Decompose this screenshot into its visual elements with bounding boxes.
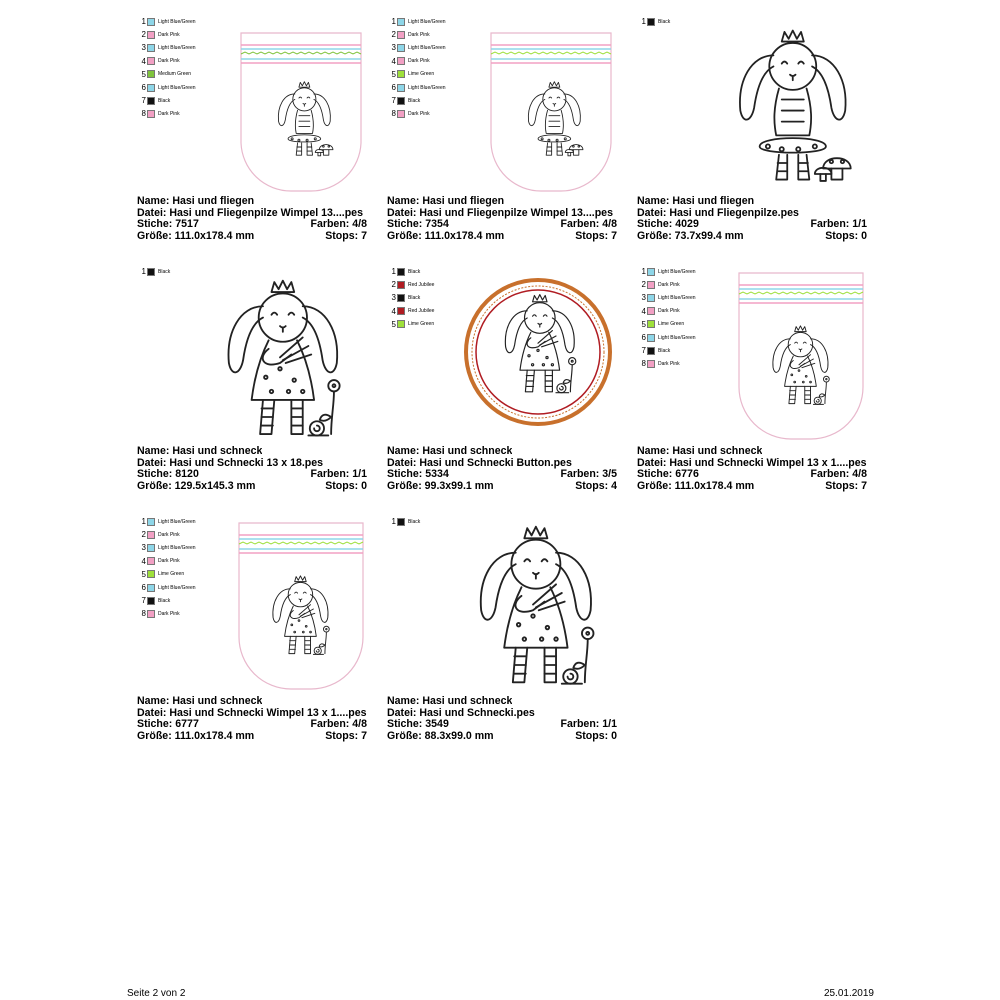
legend-color-name: Black — [158, 97, 171, 104]
color-swatch — [397, 307, 405, 315]
design-file — [387, 708, 617, 720]
legend-row — [137, 41, 217, 54]
stitches-colors — [137, 219, 367, 231]
legend-number: 1 — [641, 267, 646, 277]
legend-number: 7 — [141, 596, 146, 606]
design-name-text: Name: Hasi und fliegen — [387, 196, 505, 207]
legend-row — [137, 107, 217, 120]
legend-row — [137, 541, 217, 554]
design-card — [637, 265, 867, 495]
page-number: Seite 2 von 2 — [127, 988, 186, 999]
stitches-colors-right: Farben: 4/8 — [310, 719, 367, 731]
color-swatch — [647, 320, 655, 328]
stitches-colors — [137, 469, 367, 481]
stitches-colors-right: Farben: 1/1 — [810, 219, 867, 231]
size-stops-left: Größe: 111.0x178.4 mm — [137, 231, 255, 243]
legend-row — [637, 331, 717, 344]
legend-row — [137, 15, 217, 28]
stitches-colors-left: Stiche: 6776 — [637, 469, 699, 481]
legend-row — [387, 278, 467, 291]
legend-number: 7 — [391, 96, 396, 106]
size-stops-left: Größe: 111.0x178.4 mm — [387, 231, 505, 243]
size-stops — [637, 231, 867, 243]
legend-row — [387, 28, 467, 41]
legend-color-name: Lime Green — [408, 71, 435, 78]
legend-number: 3 — [391, 43, 396, 53]
design-card — [387, 265, 617, 495]
design-card — [637, 15, 867, 245]
legend-number: 1 — [641, 17, 646, 27]
size-stops — [387, 731, 617, 743]
stitches-colors-left: Stiche: 5334 — [387, 469, 449, 481]
legend-row — [387, 515, 467, 528]
size-stops — [637, 481, 867, 493]
color-legend — [137, 15, 217, 121]
legend-row — [387, 291, 467, 304]
legend-color-name: Light Blue/Green — [408, 84, 446, 91]
legend-color-name: Light Blue/Green — [408, 44, 446, 51]
color-swatch — [397, 84, 405, 92]
legend-color-name: Light Blue/Green — [158, 44, 196, 51]
stitches-colors-left: Stiche: 3549 — [387, 719, 449, 731]
size-stops — [137, 731, 367, 743]
design-card — [137, 265, 367, 495]
stitches-colors-left: Stiche: 6777 — [137, 719, 199, 731]
legend-color-name: Black — [658, 18, 671, 25]
design-info — [137, 196, 367, 243]
legend-row — [137, 594, 217, 607]
color-swatch — [147, 570, 155, 578]
design-name-text: Name: Hasi und schneck — [137, 446, 263, 457]
legend-row — [137, 28, 217, 41]
legend-number: 2 — [141, 30, 146, 40]
color-swatch — [147, 557, 155, 565]
legend-color-name: Red Jubilee — [408, 308, 435, 315]
legend-color-name: Dark Pink — [158, 531, 180, 538]
legend-number: 3 — [391, 293, 396, 303]
color-swatch — [397, 518, 405, 526]
legend-row — [637, 265, 717, 278]
legend-row — [387, 15, 467, 28]
legend-row — [387, 94, 467, 107]
design-file — [637, 458, 867, 470]
legend-color-name: Dark Pink — [158, 110, 180, 117]
color-swatch — [647, 294, 655, 302]
design-file-text: Datei: Hasi und Schnecki Wimpel 13 x 1....pes — [637, 457, 867, 469]
design-card — [387, 15, 617, 245]
legend-number: 6 — [141, 83, 146, 93]
size-stops-left: Größe: 111.0x178.4 mm — [637, 481, 755, 493]
design-info — [637, 196, 867, 243]
color-swatch — [147, 597, 155, 605]
design-name — [637, 196, 867, 208]
color-swatch — [397, 44, 405, 52]
design-file — [637, 208, 867, 220]
design-name-text: Name: Hasi und fliegen — [637, 196, 755, 207]
legend-number: 3 — [141, 543, 146, 553]
legend-row — [637, 278, 717, 291]
legend-color-name: Black — [408, 268, 421, 275]
color-swatch — [397, 70, 405, 78]
legend-color-name: Lime Green — [658, 321, 685, 328]
legend-number: 7 — [641, 346, 646, 356]
stitches-colors — [137, 719, 367, 731]
legend-color-name: Light Blue/Green — [158, 544, 196, 551]
design-file-text: Datei: Hasi und Schnecki 13 x 18.pes — [137, 457, 324, 469]
color-swatch — [147, 57, 155, 65]
color-swatch — [647, 307, 655, 315]
color-swatch — [397, 320, 405, 328]
size-stops-right: Stops: 7 — [325, 231, 367, 243]
design-preview-pennant — [239, 31, 365, 193]
legend-color-name: Dark Pink — [658, 360, 680, 367]
stitches-colors-right: Farben: 4/8 — [560, 219, 617, 231]
legend-row — [137, 94, 217, 107]
stitches-colors-right: Farben: 4/8 — [310, 219, 367, 231]
stitches-colors-left: Stiche: 7517 — [137, 219, 199, 231]
legend-color-name: Light Blue/Green — [158, 518, 196, 525]
legend-number: 1 — [141, 17, 146, 27]
legend-number: 6 — [141, 583, 146, 593]
color-swatch — [147, 18, 155, 26]
size-stops — [137, 481, 367, 493]
design-preview-outline — [205, 273, 365, 439]
legend-row — [137, 568, 217, 581]
size-stops-left: Größe: 129.5x145.3 mm — [137, 481, 256, 493]
color-swatch — [647, 360, 655, 368]
size-stops — [137, 231, 367, 243]
legend-number: 6 — [391, 83, 396, 93]
legend-number: 7 — [141, 96, 146, 106]
legend-number: 4 — [391, 306, 396, 316]
legend-color-name: Light Blue/Green — [658, 294, 696, 301]
design-card — [137, 515, 367, 745]
legend-color-name: Red Jubilee — [408, 281, 435, 288]
design-name — [137, 196, 367, 208]
legend-color-name: Dark Pink — [408, 58, 430, 65]
color-swatch — [147, 610, 155, 618]
legend-number: 4 — [641, 306, 646, 316]
legend-number: 2 — [641, 280, 646, 290]
color-swatch — [397, 18, 405, 26]
color-swatch — [147, 544, 155, 552]
legend-color-name: Dark Pink — [658, 308, 680, 315]
design-preview-outline — [719, 23, 859, 191]
size-stops-right: Stops: 4 — [575, 481, 617, 493]
legend-color-name: Light Blue/Green — [658, 334, 696, 341]
legend-number: 8 — [141, 609, 146, 619]
design-info — [137, 446, 367, 493]
legend-color-name: Dark Pink — [158, 610, 180, 617]
design-info — [387, 446, 617, 493]
legend-number: 1 — [391, 267, 396, 277]
design-name — [387, 446, 617, 458]
design-preview-pennant — [237, 521, 367, 691]
legend-color-name: Black — [408, 518, 421, 525]
design-name — [137, 446, 367, 458]
legend-row — [387, 81, 467, 94]
design-file-text: Datei: Hasi und Fliegenpilze Wimpel 13....pes — [137, 207, 363, 219]
legend-row — [137, 68, 217, 81]
design-info — [637, 446, 867, 493]
legend-row — [137, 581, 217, 594]
color-legend — [637, 15, 717, 28]
color-legend — [137, 515, 217, 621]
stitches-colors-right: Farben: 4/8 — [810, 469, 867, 481]
legend-row — [387, 55, 467, 68]
color-legend — [637, 265, 717, 371]
legend-number: 1 — [391, 17, 396, 27]
legend-color-name: Light Blue/Green — [158, 84, 196, 91]
color-legend — [387, 265, 467, 331]
design-card — [137, 15, 367, 245]
color-swatch — [147, 97, 155, 105]
size-stops-right: Stops: 7 — [575, 231, 617, 243]
design-name-text: Name: Hasi und schneck — [387, 446, 513, 457]
stitches-colors — [637, 469, 867, 481]
size-stops-left: Größe: 73.7x99.4 mm — [637, 231, 744, 243]
stitches-colors — [387, 469, 617, 481]
color-swatch — [397, 268, 405, 276]
design-file-text: Datei: Hasi und Schnecki Button.pes — [387, 457, 572, 469]
stitches-colors-right: Farben: 1/1 — [560, 719, 617, 731]
size-stops-right: Stops: 0 — [825, 231, 867, 243]
legend-color-name: Light Blue/Green — [158, 18, 196, 25]
size-stops — [387, 231, 617, 243]
design-file-text: Datei: Hasi und Fliegenpilze.pes — [637, 207, 799, 219]
legend-row — [387, 68, 467, 81]
stitches-colors — [637, 219, 867, 231]
legend-row — [387, 107, 467, 120]
legend-number: 2 — [391, 30, 396, 40]
design-name — [137, 696, 367, 708]
design-file-text: Datei: Hasi und Schnecki Wimpel 13 x 1....pes — [137, 707, 367, 719]
design-name-text: Name: Hasi und schneck — [137, 696, 263, 707]
legend-row — [137, 81, 217, 94]
color-swatch — [647, 334, 655, 342]
design-file — [137, 458, 367, 470]
color-swatch — [647, 268, 655, 276]
legend-number: 8 — [641, 359, 646, 369]
legend-number: 5 — [141, 69, 146, 79]
size-stops-right: Stops: 7 — [825, 481, 867, 493]
legend-number: 3 — [641, 293, 646, 303]
legend-number: 1 — [141, 267, 146, 277]
legend-color-name: Dark Pink — [658, 281, 680, 288]
color-swatch — [147, 31, 155, 39]
stitches-colors-right: Farben: 1/1 — [310, 469, 367, 481]
legend-number: 8 — [141, 109, 146, 119]
design-info — [387, 196, 617, 243]
color-swatch — [397, 57, 405, 65]
legend-color-name: Black — [408, 97, 421, 104]
legend-row — [137, 515, 217, 528]
color-swatch — [647, 281, 655, 289]
legend-color-name: Medium Green — [158, 71, 192, 78]
legend-row — [637, 15, 717, 28]
color-swatch — [397, 97, 405, 105]
design-file — [387, 208, 617, 220]
size-stops-left: Größe: 111.0x178.4 mm — [137, 731, 255, 743]
legend-number: 6 — [641, 333, 646, 343]
size-stops-left: Größe: 88.3x99.0 mm — [387, 731, 494, 743]
legend-number: 3 — [141, 43, 146, 53]
legend-number: 5 — [141, 569, 146, 579]
legend-color-name: Dark Pink — [158, 558, 180, 565]
legend-number: 1 — [141, 517, 146, 527]
legend-color-name: Black — [158, 597, 171, 604]
legend-number: 4 — [141, 56, 146, 66]
design-preview-pennant — [489, 31, 615, 193]
legend-number: 5 — [391, 69, 396, 79]
color-swatch — [147, 44, 155, 52]
legend-row — [137, 607, 217, 620]
legend-color-name: Black — [408, 294, 421, 301]
color-swatch — [397, 110, 405, 118]
legend-number: 5 — [641, 319, 646, 329]
stitches-colors — [387, 719, 617, 731]
legend-row — [637, 344, 717, 357]
design-preview-button — [463, 277, 613, 427]
color-swatch — [147, 84, 155, 92]
design-card — [387, 515, 617, 745]
legend-color-name: Light Blue/Green — [158, 584, 196, 591]
size-stops-left: Größe: 99.3x99.1 mm — [387, 481, 494, 493]
legend-color-name: Dark Pink — [158, 31, 180, 38]
legend-number: 4 — [391, 56, 396, 66]
size-stops-right: Stops: 7 — [325, 731, 367, 743]
design-file — [137, 708, 367, 720]
design-preview-outline — [457, 519, 617, 689]
legend-row — [637, 318, 717, 331]
legend-row — [137, 555, 217, 568]
design-file-text: Datei: Hasi und Schnecki.pes — [387, 707, 535, 719]
design-file-text: Datei: Hasi und Fliegenpilze Wimpel 13....pes — [387, 207, 613, 219]
design-name — [387, 196, 617, 208]
color-legend — [387, 515, 467, 528]
legend-row — [637, 357, 717, 370]
design-preview-pennant — [737, 271, 867, 441]
legend-row — [387, 305, 467, 318]
color-legend — [387, 15, 467, 121]
print-date: 25.01.2019 — [823, 988, 874, 999]
color-swatch — [147, 584, 155, 592]
legend-number: 8 — [391, 109, 396, 119]
color-swatch — [397, 281, 405, 289]
legend-color-name: Lime Green — [158, 571, 185, 578]
design-name — [387, 696, 617, 708]
color-swatch — [147, 518, 155, 526]
design-name — [637, 446, 867, 458]
stitches-colors-right: Farben: 3/5 — [560, 469, 617, 481]
legend-color-name: Black — [658, 347, 671, 354]
legend-number: 5 — [391, 319, 396, 329]
legend-number: 2 — [391, 280, 396, 290]
stitches-colors-left: Stiche: 8120 — [137, 469, 199, 481]
design-name-text: Name: Hasi und schneck — [387, 696, 513, 707]
legend-color-name: Dark Pink — [158, 58, 180, 65]
size-stops — [387, 481, 617, 493]
design-info — [387, 696, 617, 743]
color-swatch — [147, 531, 155, 539]
color-swatch — [397, 294, 405, 302]
color-swatch — [647, 18, 655, 26]
design-info — [137, 696, 367, 743]
legend-number: 2 — [141, 530, 146, 540]
color-swatch — [147, 110, 155, 118]
size-stops-right: Stops: 0 — [325, 481, 367, 493]
color-swatch — [397, 31, 405, 39]
design-file — [137, 208, 367, 220]
legend-color-name: Light Blue/Green — [408, 18, 446, 25]
design-file — [387, 458, 617, 470]
stitches-colors-left: Stiche: 4029 — [637, 219, 699, 231]
legend-color-name: Black — [158, 268, 171, 275]
legend-color-name: Dark Pink — [408, 31, 430, 38]
legend-row — [637, 291, 717, 304]
legend-number: 1 — [391, 517, 396, 527]
legend-row — [387, 41, 467, 54]
design-name-text: Name: Hasi und schneck — [637, 446, 763, 457]
legend-color-name: Light Blue/Green — [658, 268, 696, 275]
legend-color-name: Lime Green — [408, 321, 435, 328]
legend-number: 4 — [141, 556, 146, 566]
legend-row — [137, 55, 217, 68]
stitches-colors-left: Stiche: 7354 — [387, 219, 449, 231]
legend-row — [387, 265, 467, 278]
color-swatch — [147, 70, 155, 78]
color-swatch — [647, 347, 655, 355]
legend-color-name: Dark Pink — [408, 110, 430, 117]
legend-row — [137, 528, 217, 541]
legend-row — [387, 318, 467, 331]
legend-row — [637, 305, 717, 318]
design-name-text: Name: Hasi und fliegen — [137, 196, 255, 207]
color-swatch — [147, 268, 155, 276]
size-stops-right: Stops: 0 — [575, 731, 617, 743]
stitches-colors — [387, 219, 617, 231]
